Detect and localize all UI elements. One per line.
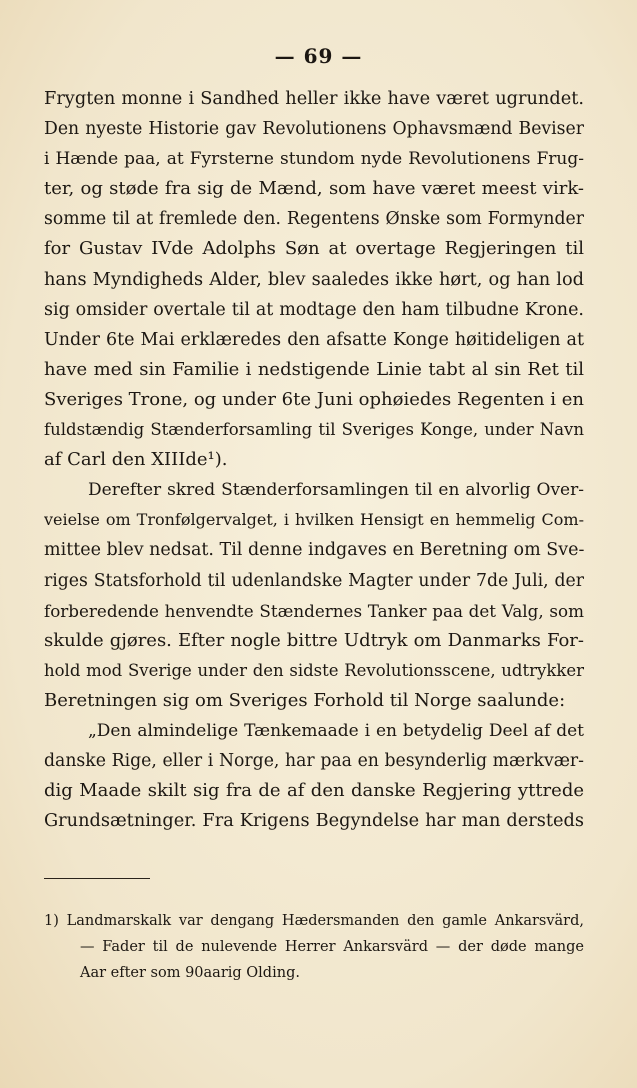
text-line: Grundsætninger. Fra Krigens Begyndelse har man dersteds <box>44 811 584 832</box>
footnote-line: Aar efter som 90aarig Olding. <box>80 965 300 981</box>
text-line: af Carl den XIIIde¹). <box>44 449 228 471</box>
text-line: Den nyeste Historie gav Revolutionens Ophavsmænd Beviser <box>44 119 584 140</box>
text-line: veielse om Tronfølgervalget, i hvilken Hensigt en hemmelig Com- <box>44 510 584 530</box>
text-line: Derefter skred Stænderforsamlingen til en alvorlig Over- <box>88 480 584 501</box>
footnote-line: 1) Landmarskalk var dengang Hædersmanden den gamle Ankarsvärd, <box>44 913 584 929</box>
text-line: for Gustav IVde Adolphs Søn at overtage Regjeringen til <box>44 238 584 260</box>
footnote-line: — Fader til de nulevende Herrer Ankarsvärd — der døde mange <box>80 939 584 955</box>
text-line: sig omsider overtale til at modtage den ham tilbudne Krone. <box>44 299 584 320</box>
text-line: hold mod Sverige under den sidste Revolutionsscene, udtrykker <box>44 660 584 680</box>
text-line: ter, og støde fra sig de Mænd, som have været meest virk- <box>44 178 584 200</box>
text-line: riges Statsforhold til udenlandske Magter under 7de Juli, der <box>44 570 584 591</box>
text-line: forberedende henvendte Stændernes Tanker paa det Valg, som <box>44 600 584 621</box>
footnote <box>44 908 584 986</box>
text-line: fuldstændig Stænderforsamling til Sveriges Konge, under Navn <box>44 420 584 440</box>
footnote-divider <box>44 878 150 879</box>
page-number: — 69 — <box>274 44 363 68</box>
text-line: „Den almindelige Tænkemaade i en betydelig Deel af det <box>88 720 584 741</box>
text-line: hans Myndigheds Alder, blev saaledes ikke hørt, og han lod <box>44 269 584 290</box>
text-line: Beretningen sig om Sveriges Forhold til Norge saalunde: <box>44 689 566 711</box>
text-line: danske Rige, eller i Norge, har paa en besynderlig mærkvær- <box>44 751 584 772</box>
text-line: Under 6te Mai erklæredes den afsatte Konge høitideligen at <box>44 329 584 350</box>
text-line: have med sin Familie i nedstigende Linie tabt al sin Ret til <box>44 358 584 380</box>
text-line: i Hænde paa, at Fyrsterne stundom nyde Revolutionens Frug- <box>44 149 584 170</box>
text-line: skulde gjøres. Efter nogle bittre Udtryk om Danmarks For- <box>44 629 584 651</box>
body-text <box>44 84 584 836</box>
text-line: dig Maade skilt sig fra de af den danske Regjering yttrede <box>44 780 584 802</box>
text-line: Frygten monne i Sandhed heller ikke have været ugrundet. <box>44 89 584 109</box>
text-line: mittee blev nedsat. Til denne indgaves en Beretning om Sve- <box>44 540 584 561</box>
text-line: Sveriges Trone, og under 6te Juni ophøiedes Regenten i en <box>44 388 584 410</box>
text-line: somme til at fremlede den. Regentens Ønske som Formynder <box>44 209 584 230</box>
